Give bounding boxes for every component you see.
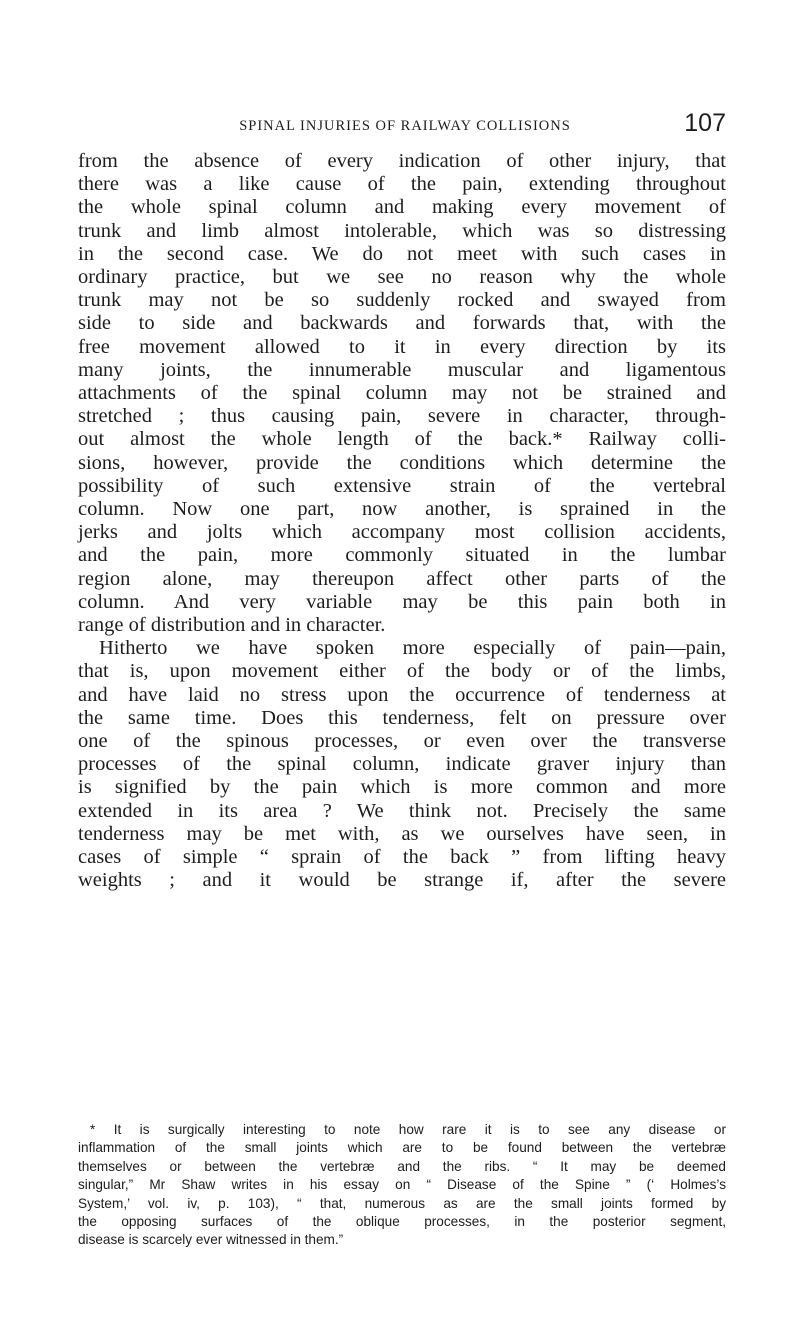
paragraph-first-line: Hitherto we have spoken more especially of pain—pain, [99,637,726,660]
text-line: jerks and jolts which accompany most collision accidents, [78,521,726,544]
text-line: region alone, may thereupon affect other parts of the [78,567,726,590]
text-line: there was a like cause of the pain, extending throughout [78,173,726,196]
text-line: trunk may not be so suddenly rocked and swayed from [78,289,726,312]
text-line: in the second case. We do not meet with such cases in [78,242,726,265]
footnote-line: themselves or between the vertebræ and the ribs. “ It may be deemed [78,1158,726,1174]
text-line: column. And very variable may be this pain both in [78,590,726,613]
text-line: trunk and limb almost intolerable, which was so distressing [78,219,726,242]
text-line: and the pain, more commonly situated in the lumbar [78,544,726,567]
text-line: weights ; and it would be strange if, after the severe [78,869,726,892]
text-line: out almost the whole length of the back.* Railway colli- [78,428,726,451]
text-line: tenderness may be met with, as we ourselves have seen, in [78,822,726,845]
footnote-line: System,’ vol. iv, p. 103), “ that, numerous as are the small joints formed by [78,1195,726,1211]
text-line: the whole spinal column and making every movement of [78,196,726,219]
footnote-line: singular,” Mr Shaw writes in his essay on “ Disease of the Spine ” (‘ Holmes’s [78,1177,726,1193]
footnote-line: inflammation of the small joints which are to be found between the vertebræ [78,1140,726,1156]
text-line: the same time. Does this tenderness, felt on pressure over [78,706,726,729]
text-line: ordinary practice, but we see no reason why the whole [78,266,726,289]
text-line: cases of simple “ sprain of the back ” from lifting heavy [78,846,726,869]
text-line: free movement allowed to it in every direction by its [78,335,726,358]
page-number: 107 [684,109,726,137]
text-line: is signified by the pain which is more common and more [78,776,726,799]
text-line: that is, upon movement either of the body or of the limbs, [78,660,726,683]
text-line: many joints, the innumerable muscular and ligamentous [78,358,726,381]
text-line: attachments of the spinal column may not be strained and [78,382,726,405]
running-head [200,110,726,140]
body-text [78,150,726,893]
text-line: from the absence of every indication of other injury, that [78,150,726,172]
text-line: extended in its area ? We think not. Precisely the same [78,799,726,822]
text-line: one of the spinous processes, or even over the transverse [78,730,726,753]
paragraph-last-line: range of distribution and in character. [78,614,386,637]
footnote-last-line: disease is scarcely ever witnessed in them.” [78,1232,344,1248]
text-line: and have laid no stress upon the occurrence of tenderness at [78,683,726,706]
footnote-line: * It is surgically interesting to note how rare it is to see any disease or [90,1122,726,1137]
footnote [78,1121,726,1250]
text-line: processes of the spinal column, indicate graver injury than [78,753,726,776]
text-line: sions, however, provide the conditions which determine the [78,451,726,474]
text-line: possibility of such extensive strain of the vertebral [78,474,726,497]
footnote-line: the opposing surfaces of the oblique processes, in the posterior segment, [78,1214,726,1230]
text-line: side to side and backwards and forwards that, with the [78,312,726,335]
text-line: column. Now one part, now another, is sprained in the [78,498,726,521]
running-title: SPINAL INJURIES OF RAILWAY COLLISIONS [239,118,571,134]
text-line: stretched ; thus causing pain, severe in character, through- [78,405,726,428]
